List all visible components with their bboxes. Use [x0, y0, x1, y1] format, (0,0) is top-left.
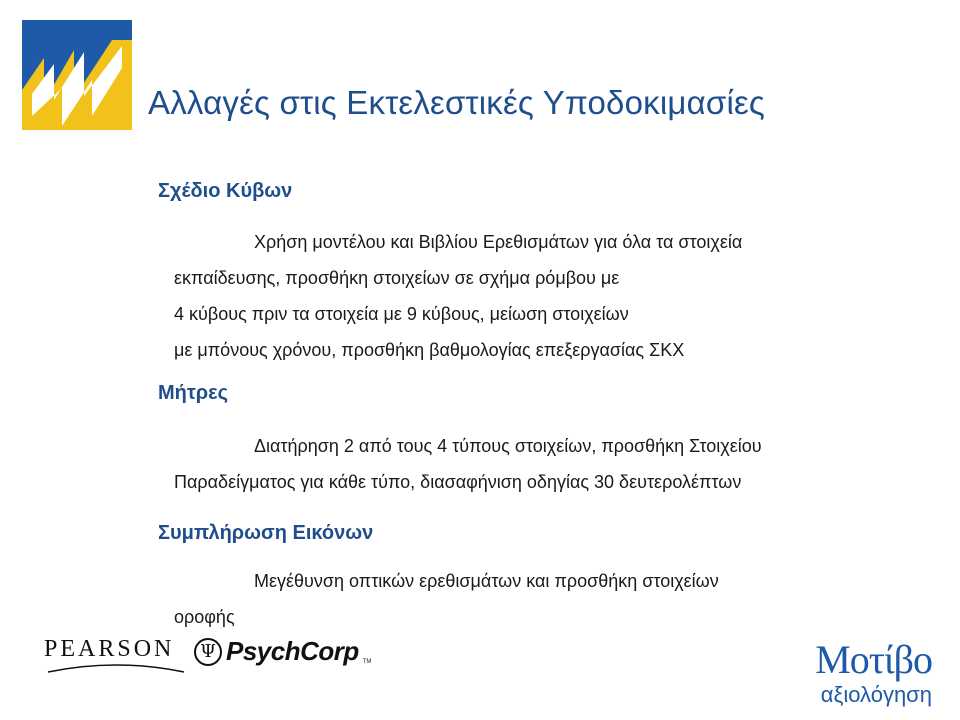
pearson-logo: PEARSON: [44, 636, 175, 662]
psychcorp-logo: [194, 636, 371, 667]
text-line: Διατήρηση 2 από τους 4 τύπους στοιχείων, προσθήκη Στοιχείου: [254, 436, 762, 456]
psi-icon: Ψ: [194, 638, 222, 666]
text-line: εκπαίδευσης, προσθήκη στοιχείων σε σχήμα ρόμβου με: [174, 268, 620, 288]
section-block-design: [158, 180, 292, 203]
motivo-subtitle: αξιολόγηση: [820, 682, 932, 707]
motivo-logo: [806, 637, 932, 708]
section-body-block-design: [158, 224, 742, 368]
slide-title: Αλλαγές στις Εκτελεστικές Υποδοκιμασίες: [148, 84, 765, 121]
psychcorp-wordmark: PsychCorp: [226, 636, 359, 666]
w-logo-icon: [22, 20, 132, 130]
text-line: Μεγέθυνση οπτικών ερεθισμάτων και προσθήκη στοιχείων: [254, 571, 719, 591]
text-line: Χρήση μοντέλου και Βιβλίου Ερεθισμάτων για όλα τα στοιχεία: [254, 232, 743, 252]
motivo-wordmark: Μοτίβο: [815, 637, 932, 682]
text-line: οροφής: [174, 607, 235, 627]
text-line: Παραδείγματος για κάθε τύπο, διασαφήνιση οδηγίας 30 δευτερολέπτων: [174, 472, 742, 492]
section-heading-matrices: Μήτρες: [158, 382, 229, 404]
section-heading-block-design: Σχέδιο Κύβων: [158, 180, 293, 202]
section-heading-picture-completion: Συμπλήρωση Εικόνων: [158, 522, 374, 544]
section-body-picture-completion: [158, 563, 719, 635]
text-line: με μπόνους χρόνου, προσθήκη βαθμολογίας επεξεργασίας ΣΚΧ: [174, 340, 685, 360]
pearson-swoosh-icon: [46, 660, 186, 678]
section-body-matrices: [158, 428, 762, 500]
text-line: 4 κύβους πριν τα στοιχεία με 9 κύβους, μείωση στοιχείων: [174, 304, 629, 324]
trademark-mark: TM: [362, 659, 372, 665]
